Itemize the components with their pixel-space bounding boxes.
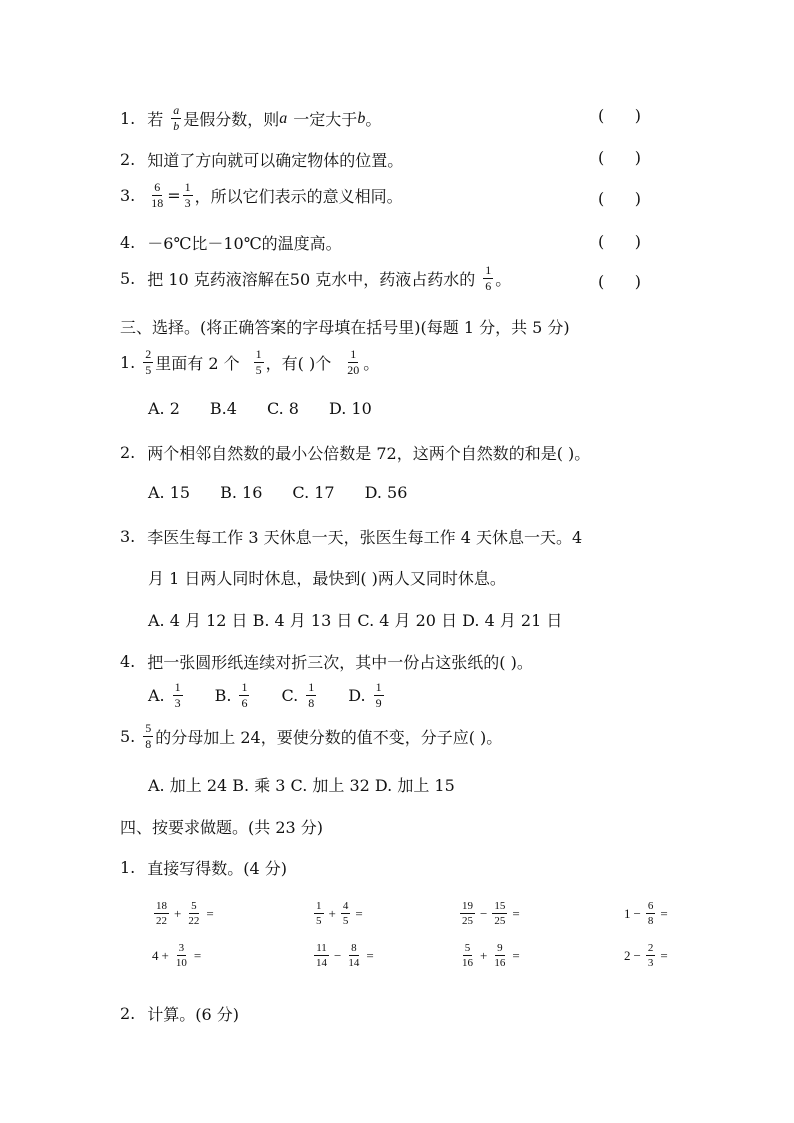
- operator: −: [334, 947, 342, 963]
- equals-sign: =: [512, 947, 520, 963]
- option-d[interactable]: D. $\frac{1}{9}$: [348, 680, 382, 710]
- question-text: 里面有 2 个: [155, 354, 240, 373]
- question-text: ，所以它们表示的意义相同。: [194, 187, 403, 206]
- choice-question-3: [120, 525, 582, 548]
- answer-paren-5[interactable]: ( ): [598, 272, 641, 291]
- equals-sign: =: [366, 947, 374, 963]
- calc-expression[interactable]: [624, 942, 671, 969]
- choice-options-4: [148, 681, 416, 710]
- question-text: 是假分数，则: [183, 110, 280, 129]
- section-4-title: 四、按要求做题。(共 23 分): [120, 818, 324, 837]
- operand-b-fraction: $\frac{9}{16}$: [494, 942, 506, 969]
- operator: −: [633, 947, 641, 963]
- question-text: 。: [495, 270, 512, 289]
- judge-question-2: [120, 148, 403, 171]
- calc-expression[interactable]: [152, 900, 217, 927]
- question-number: 2.: [120, 150, 136, 169]
- choice-question-1: [120, 348, 379, 377]
- operator: +: [161, 947, 169, 963]
- variable-b: b: [357, 109, 366, 127]
- question-text: 知道了方向就可以确定物体的位置。: [147, 151, 404, 170]
- equals-sign: =: [167, 186, 181, 205]
- choice-options-5[interactable]: A. 加上 24 B. 乘 3 C. 加上 32 D. 加上 15: [148, 776, 455, 795]
- operator: −: [480, 905, 488, 921]
- answer-paren-3[interactable]: ( ): [598, 189, 641, 208]
- operator: +: [174, 905, 182, 921]
- question-text: 计算。(6 分): [147, 1005, 240, 1024]
- operand-b-fraction: $\frac{8}{14}$: [348, 942, 360, 969]
- fraction-option: $\frac{1}{9}$: [375, 680, 382, 710]
- answer-paren-2[interactable]: ( ): [598, 148, 641, 167]
- option-a[interactable]: A. 2: [148, 399, 180, 418]
- question-text: 把一张圆形纸连续对折三次，其中一份占这张纸的( )。: [147, 653, 533, 672]
- task-1: [120, 856, 287, 879]
- fraction-1-3: $\frac{1}{3}$: [184, 180, 191, 210]
- fraction-1-20: $\frac{1}{20}$: [347, 347, 360, 377]
- calc-expression[interactable]: [312, 942, 377, 969]
- operand-a-number: 2: [624, 947, 631, 963]
- equals-sign: =: [512, 905, 520, 921]
- question-number: 1.: [120, 109, 136, 128]
- equals-sign: =: [193, 947, 202, 963]
- calc-expression[interactable]: [458, 942, 523, 969]
- operand-b-fraction: $\frac{4}{5}$: [342, 900, 349, 927]
- operand-a-fraction: $\frac{18}{22}$: [156, 900, 167, 927]
- operand-a-fraction: $\frac{11}{14}$: [316, 942, 327, 969]
- option-d[interactable]: D. 56: [364, 483, 408, 502]
- choice-options-1: [148, 399, 402, 418]
- operand-a-number: 1: [624, 905, 631, 921]
- question-number: 5.: [120, 269, 136, 288]
- choice-options-2: [148, 483, 437, 502]
- task-2: [120, 1002, 239, 1025]
- operator: +: [480, 947, 488, 963]
- equals-sign: =: [206, 905, 214, 921]
- fraction-option: $\frac{1}{8}$: [308, 680, 315, 710]
- option-c[interactable]: C. $\frac{1}{8}$: [281, 680, 315, 710]
- operand-a-fraction: $\frac{5}{16}$: [462, 942, 473, 969]
- question-text: ，有( )个: [265, 354, 332, 373]
- option-c[interactable]: C. 17: [292, 483, 335, 502]
- question-text: 直接写得数。(4 分): [147, 859, 288, 878]
- operand-a-fraction: $\frac{19}{25}$: [462, 900, 473, 927]
- question-number: 2.: [120, 1004, 136, 1023]
- option-a[interactable]: A. $\frac{1}{3}$: [148, 680, 181, 710]
- question-text: 。: [363, 354, 380, 373]
- choice-question-5: [120, 722, 502, 751]
- equals-sign: =: [660, 947, 668, 963]
- judge-question-5: [120, 264, 511, 293]
- operand-a-number: 4: [152, 947, 159, 963]
- judge-question-1: [120, 104, 381, 133]
- option-b[interactable]: B. $\frac{1}{6}$: [214, 680, 248, 710]
- question-text: 李医生每工作 3 天休息一天，张医生每工作 4 天休息一天。4: [147, 528, 583, 547]
- operand-b-fraction: $\frac{6}{8}$: [647, 900, 654, 927]
- equals-sign: =: [660, 905, 668, 921]
- fraction-a-over-b: $\frac{a}{b}$: [173, 103, 180, 133]
- operand-b-fraction: $\frac{2}{3}$: [647, 942, 654, 969]
- fraction-2-5: $\frac{2}{5}$: [145, 347, 152, 377]
- fraction-1-5: $\frac{1}{5}$: [255, 347, 262, 377]
- answer-paren-1[interactable]: ( ): [598, 106, 641, 125]
- variable-a: a: [279, 109, 288, 127]
- fraction-option: $\frac{1}{6}$: [241, 680, 248, 710]
- question-text: 若: [147, 110, 164, 129]
- question-number: 4.: [120, 652, 136, 671]
- fraction-1-6: $\frac{1}{6}$: [485, 263, 492, 293]
- equals-sign: =: [355, 905, 363, 921]
- option-b[interactable]: B. 16: [220, 483, 263, 502]
- choice-question-2: [120, 441, 590, 464]
- choice-question-4: [120, 650, 533, 673]
- question-text: 把 10 克药液溶解在50 克水中，药液占药水的: [147, 270, 476, 289]
- question-number: 1.: [120, 858, 136, 877]
- question-number: 3.: [120, 527, 136, 546]
- judge-question-4: [120, 231, 342, 254]
- operand-a-fraction: $\frac{1}{5}$: [316, 900, 322, 927]
- calc-expression[interactable]: [152, 942, 204, 969]
- question-number: 5.: [120, 727, 136, 746]
- fraction-6-18: $\frac{6}{18}$: [151, 180, 164, 210]
- question-number: 1.: [120, 353, 136, 372]
- operand-b-fraction: $\frac{15}{25}$: [494, 900, 506, 927]
- option-d[interactable]: D. 10: [328, 399, 372, 418]
- operator: +: [328, 905, 336, 921]
- operand-b-fraction: $\frac{5}{22}$: [188, 900, 200, 927]
- question-text: －6℃比－10℃的温度高。: [147, 234, 342, 253]
- question-text: 两个相邻自然数的最小公倍数是 72，这两个自然数的和是( )。: [147, 444, 591, 463]
- question-text: 的分母加上 24，要使分数的值不变，分子应( )。: [155, 728, 503, 747]
- operand-b-fraction: $\frac{3}{10}$: [175, 942, 187, 969]
- calc-expression[interactable]: [312, 900, 366, 927]
- question-text: 一定大于: [293, 110, 358, 129]
- question-number: 2.: [120, 443, 136, 462]
- calc-expression[interactable]: [458, 900, 523, 927]
- option-a[interactable]: A. 15: [148, 483, 191, 502]
- question-number: 4.: [120, 233, 136, 252]
- question-number: 3.: [120, 186, 136, 205]
- calc-expression[interactable]: [624, 900, 671, 927]
- judge-question-3: [120, 181, 403, 210]
- option-b[interactable]: B.4: [209, 399, 237, 418]
- question-text: 。: [365, 110, 382, 129]
- operator: −: [633, 905, 641, 921]
- option-c[interactable]: C. 8: [266, 399, 299, 418]
- fraction-option: $\frac{1}{3}$: [174, 680, 181, 710]
- fraction-5-8: $\frac{5}{8}$: [145, 721, 152, 751]
- choice-options-3[interactable]: A. 4 月 12 日 B. 4 月 13 日 C. 4 月 20 日 D. 4 月 21 日: [148, 611, 563, 630]
- answer-paren-4[interactable]: ( ): [598, 232, 641, 251]
- section-3-title: 三、选择。(将正确答案的字母填在括号里)(每题 1 分，共 5 分): [120, 318, 570, 337]
- choice-question-3-continued: 月 1 日两人同时休息，最快到( )两人又同时休息。: [148, 569, 506, 588]
